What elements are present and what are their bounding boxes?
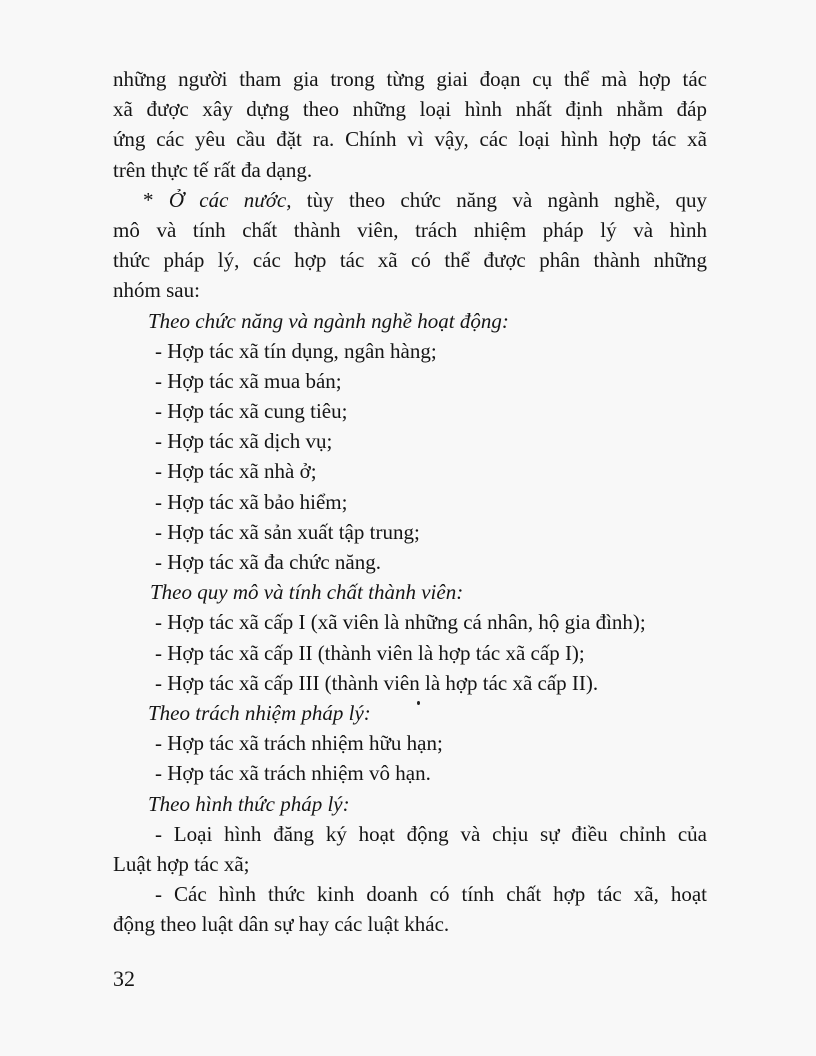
foreign-intro-first-line	[113, 185, 707, 215]
section-heading-legal-form: Theo hình thức pháp lý:	[148, 791, 350, 816]
section-heading-function: Theo chức năng và ngành nghề hoạt động:	[148, 308, 509, 333]
list-item: - Hợp tác xã đa chức năng.	[155, 550, 381, 574]
asterisk-bullet: *	[143, 187, 154, 212]
foreign-intro-line: nhóm sau:	[113, 278, 200, 303]
scan-speck	[417, 701, 420, 705]
intro-line: ứng các yêu cầu đặt ra. Chính vì vậy, các loại hình hợp tác xã	[113, 127, 707, 152]
paragraph-continuation: Luật hợp tác xã;	[113, 851, 250, 876]
foreign-intro-line: thức pháp lý, các hợp tác xã có thể được phân thành những	[113, 248, 707, 273]
list-item: - Hợp tác xã cấp I (xã viên là những cá nhân, hộ gia đình);	[155, 610, 646, 635]
page-number: 32	[113, 966, 135, 991]
foreign-intro-rest: tùy theo chức năng và ngành nghề, quy	[291, 187, 708, 212]
paragraph-continuation: động theo luật dân sự hay các luật khác.	[113, 912, 450, 937]
section-heading-liability: Theo trách nhiệm pháp lý:	[148, 700, 371, 725]
intro-line: trên thực tế rất đa dạng.	[113, 157, 313, 182]
intro-line: xã được xây dựng theo những loại hình nhất định nhằm đáp	[113, 97, 707, 122]
list-item: - Hợp tác xã trách nhiệm vô hạn.	[155, 761, 431, 786]
list-item: - Hợp tác xã mua bán;	[155, 368, 342, 393]
intro-line: những người tham gia trong từng giai đoạn cụ thể mà hợp tác	[113, 67, 707, 91]
list-item: - Hợp tác xã trách nhiệm hữu hạn;	[155, 731, 443, 756]
list-item: - Hợp tác xã cấp III (thành viên là hợp tác xã cấp II).	[155, 670, 599, 695]
list-item: - Hợp tác xã tín dụng, ngân hàng;	[155, 338, 437, 363]
list-item: - Hợp tác xã bảo hiểm;	[155, 489, 348, 514]
list-item: - Hợp tác xã cung tiêu;	[155, 399, 348, 424]
list-item: - Hợp tác xã cấp II (thành viên là hợp tác xã cấp I);	[155, 640, 585, 665]
paragraph-first-line: - Loại hình đăng ký hoạt động và chịu sự điều chỉnh của	[155, 821, 707, 846]
list-item: - Hợp tác xã nhà ở;	[155, 459, 317, 484]
list-item: - Hợp tác xã dịch vụ;	[155, 429, 333, 454]
foreign-emphasis: Ở các nước,	[168, 187, 292, 212]
page-body-text	[113, 64, 707, 939]
list-item: - Hợp tác xã sản xuất tập trung;	[155, 519, 420, 544]
foreign-intro-line: mô và tính chất thành viên, trách nhiệm pháp lý và hình	[113, 217, 707, 242]
section-heading-scale: Theo quy mô và tính chất thành viên:	[150, 580, 464, 605]
paragraph-first-line: - Các hình thức kinh doanh có tính chất hợp tác xã, hoạt	[155, 882, 707, 907]
